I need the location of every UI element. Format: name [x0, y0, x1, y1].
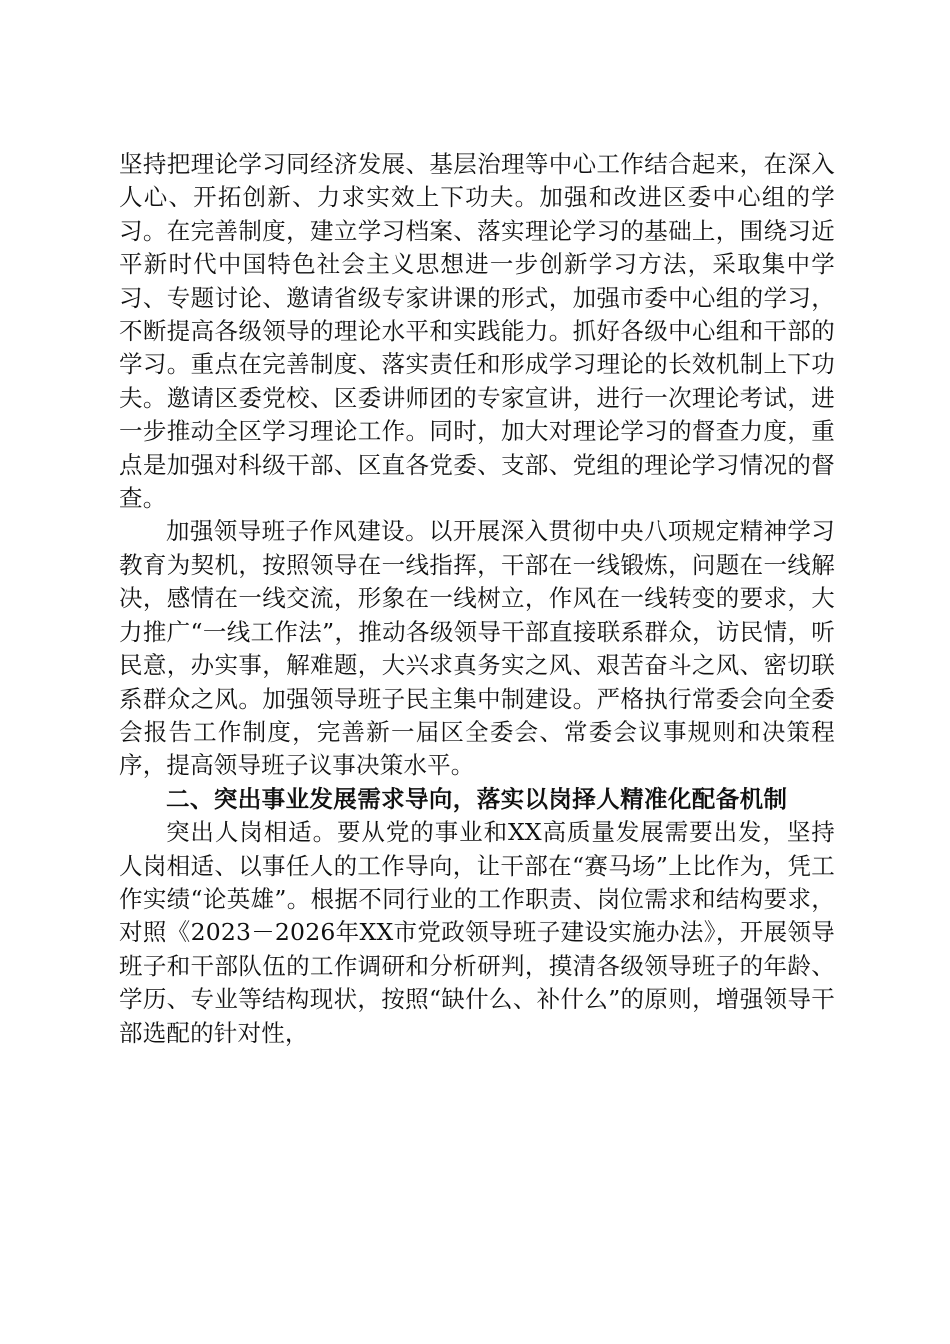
- body-paragraph-1: 坚持把理论学习同经济发展、基层治理等中心工作结合起来，在深入人心、开拓创新、力求实效上下功夫。加强和改进区委中心组的学习。在完善制度，建立学习档案、落实理论学习的基础上，围绕习近平新时代中国特色社会主义思想进一步创新学习方法，采取集中学习、专题讨论、邀请省级专家讲课的形式，加强市委中心组的学习，不断提高各级领导的理论水平和实践能力。抓好各级中心组和干部的学习。重点在完善制度、落实责任和形成学习理论的长效机制上下功夫。邀请区委党校、区委讲师团的专家宣讲，进行一次理论考试，进一步推动全区学习理论工作。同时，加大对理论学习的督查力度，重点是加强对科级干部、区直各党委、支部、党组的理论学习情况的督查。: [119, 150, 835, 513]
- document-page: [119, 148, 835, 1050]
- section-heading: 二、突出事业发展需求导向，落实以岗择人精准化配备机制: [166, 784, 788, 813]
- body-paragraph-3: 突出人岗相适。要从党的事业和XX高质量发展需要出发，坚持人岗相适、以事任人的工作导向，让干部在“赛马场”上比作为，凭工作实绩“论英雄”。根据不同行业的工作职责、岗位需求和结构要求，对照《2023－2026年XX市党政领导班子建设实施办法》，开展领导班子和干部队伍的工作调研和分析研判，摸清各级领导班子的年龄、学历、专业等结构现状，按照“缺什么、补什么”的原则，增强领导干部选配的针对性，: [119, 818, 835, 1047]
- body-paragraph-2: 加强领导班子作风建设。以开展深入贯彻中央八项规定精神学习教育为契机，按照领导在一线指挥，干部在一线锻炼，问题在一线解决，感情在一线交流，形象在一线树立，作风在一线转变的要求，大力推广“一线工作法”，推动各级领导干部直接联系群众，访民情，听民意，办实事，解难题，大兴求真务实之风、艰苦奋斗之风、密切联系群众之风。加强领导班子民主集中制建设。严格执行常委会向全委会报告工作制度，完善新一届区全委会、常委会议事规则和决策程序，提高领导班子议事决策水平。: [119, 517, 835, 780]
